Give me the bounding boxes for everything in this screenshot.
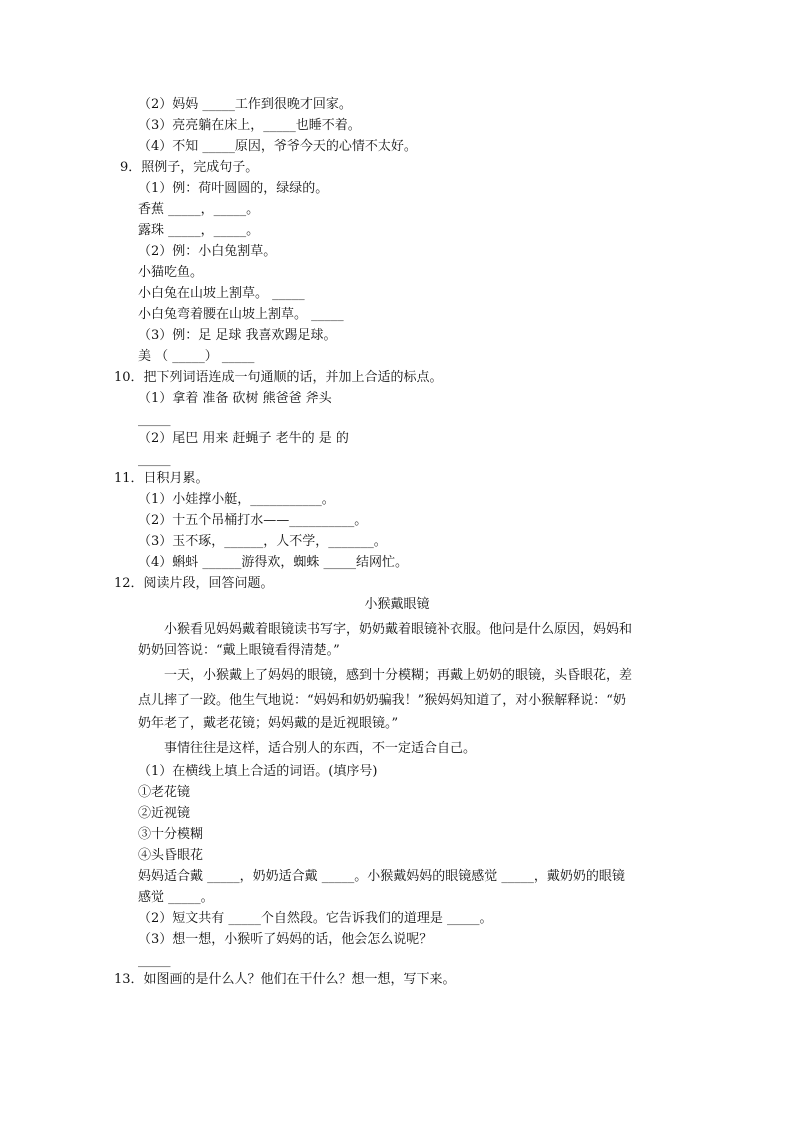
passage-p1-line2: 奶奶回答说：“戴上眼镜看得清楚。” xyxy=(138,643,340,658)
q11-item-4: （4）蝌蚪 ______游得欢，蜘蛛 _____结网忙。 xyxy=(138,555,409,570)
q12-heading: 12．阅读片段，回答问题。 xyxy=(114,576,274,591)
q9-example-2: （2）例：小白兔割草。 xyxy=(138,244,277,259)
q12-sub-2: （2）短文共有 _____个自然段。它告诉我们的道理是 _____。 xyxy=(138,911,493,926)
q10-words-2: （2）尾巴 用来 赶蝇子 老牛的 是 的 xyxy=(138,431,349,446)
passage-title: 小猴戴眼镜 xyxy=(364,597,430,612)
q9-example-3: （3）例：足 足球 我喜欢踢足球。 xyxy=(138,328,337,343)
q12-sub-1: （1）在横线上填上合适的词语。(填序号) xyxy=(138,764,378,779)
q12-answer-3: _____ xyxy=(138,953,171,968)
q12-sub-3: （3）想一想，小猴听了妈妈的话，他会怎么说呢？ xyxy=(138,932,433,947)
option-4: ④头昏眼花 xyxy=(138,848,204,863)
q10-answer-2: _____ xyxy=(138,452,171,467)
q11-item-3: （3）玉不琢，______，人不学，_______。 xyxy=(138,534,387,549)
q10-answer-1: _____ xyxy=(138,412,171,427)
passage-p3: 事情往往是这样，适合别人的东西，不一定适合自己。 xyxy=(164,741,477,756)
q13-heading: 13．如图画的是什么人？他们在干什么？想一想，写下来。 xyxy=(114,972,456,987)
q11-heading: 11．日积月累。 xyxy=(114,471,209,486)
passage-p2-line3: 奶年老了，戴老花镜；妈妈戴的是近视眼镜。” xyxy=(138,716,399,731)
q10-heading: 10．把下列词语连成一句通顺的话，并加上合适的标点。 xyxy=(114,370,443,385)
q11-item-1: （1）小娃撑小艇，___________。 xyxy=(138,492,335,507)
option-3: ③十分模糊 xyxy=(138,827,204,842)
passage-p1-line1: 小猴看见妈妈戴着眼镜读书写字，奶奶戴着眼镜补衣服。他问是什么原因，妈妈和 xyxy=(164,622,633,637)
q8-item-2: （2）妈妈 _____工作到很晚才回家。 xyxy=(138,97,352,112)
q9-cat-line: 小猫吃鱼。 xyxy=(138,265,204,280)
q9-mei-line: 美 （ _____） _____ xyxy=(138,349,255,364)
option-1: ①老花镜 xyxy=(138,785,191,800)
q8-item-3: （3）亮亮躺在床上，_____也睡不着。 xyxy=(138,118,361,133)
q8-item-4: （4）不知 _____原因，爷爷今天的心情不太好。 xyxy=(138,139,417,154)
option-2: ②近视镜 xyxy=(138,806,191,821)
q9-example-1: （1）例：荷叶圆圆的，绿绿的。 xyxy=(138,181,329,196)
q9-dew-line: 露珠 _____，_____。 xyxy=(138,223,260,238)
q9-heading: 9．照例子，完成句子。 xyxy=(120,160,259,175)
passage-p2-line2: 点儿摔了一跤。他生气地说：“妈妈和奶奶骗我！”猴妈妈知道了，对小猴解释说：“奶 xyxy=(138,693,626,708)
q11-item-2: （2）十五个吊桶打水——__________。 xyxy=(138,513,368,528)
q12-fill-line-1: 妈妈适合戴 _____，奶奶适合戴 _____。小猴戴妈妈的眼镜感觉 _____，戴奶奶的眼镜 xyxy=(138,869,625,884)
q12-fill-line-2: 感觉 _____。 xyxy=(138,890,214,905)
passage-p2-line1: 一天，小猴戴上了妈妈的眼镜，感到十分模糊；再戴上奶奶的眼镜，头昏眼花，差 xyxy=(164,668,633,683)
q9-rabbit-line-1: 小白兔在山坡上割草。 _____ xyxy=(138,286,305,301)
q10-words-1: （1）拿着 准备 砍树 熊爸爸 斧头 xyxy=(138,391,332,406)
q9-banana-line: 香蕉 _____，_____。 xyxy=(138,202,260,217)
q9-rabbit-line-2: 小白兔弯着腰在山坡上割草。 _____ xyxy=(138,307,344,322)
